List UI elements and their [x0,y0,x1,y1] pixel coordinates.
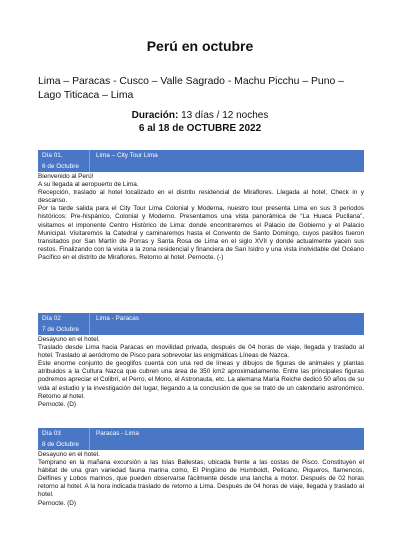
day-paragraph: Este enorme conjunto de geoglifos cuenta con una red de líneas y dibujos de figuras de animales y plantas atribuidos a la Cultura Nazca que cubren una área de 350 km2 aproximadamente. Entre las principales figuras podremos apreciar el Colibrí, el Perro, el Mono, el Astronauta, etc. La alemana María Reiche dedicó 50 años de su vida al estudio y la investigación del lugar, llegando a la conclusión de que se trató de un calendario astronómico. Retorno al hotel. [38,360,364,400]
day-paragraph: Desayuno en el hotel. [38,336,100,343]
day-block-3 [38,428,364,508]
day-date: 8 de Octubre [42,441,79,448]
day-paragraph: Pernocte. (D) [38,499,77,507]
duration-line [0,109,400,122]
duration-block [0,109,400,135]
day-paragraph: Pernocte. (D) [38,400,77,408]
day-paragraph: Traslado desde Lima hacia Paracas en movilidad privada, después de 04 horas de viaje, llegada y traslado al hotel. Traslado al aeródromo de Pisco para sobrevolar las enigmáticas Líneas de Nazca. [38,344,364,360]
duration-value: 13 días / 12 noches [181,110,269,121]
day-description [38,336,364,409]
day-cell [38,428,90,450]
day-number: Día 02 [42,315,61,322]
day-header [38,150,364,172]
page-title: Perú en octubre [146,38,254,54]
day-block-1 [38,150,364,262]
day-route: Paracas - Lima [96,430,139,437]
day-description [38,451,364,508]
day-header [38,313,364,335]
day-cell [38,313,90,335]
day-header [38,428,364,450]
day-date: 6 de Octubre [42,163,79,170]
day-paragraph: Por la tarde salida para el City Tour Lima Colonial y Moderna, nuestro tour presenta Lima en sus 3 periodos históricos: Pre-hispánico, Colonial y Moderno. Presentamos una vista panorámica de “La Huaca Pucllana”, visitamos el imponente Centro Histórico de Lima: donde encontraremos el Palacio de Gobierno y el Palacio Municipal. Visitaremos la Catedral y caminaremos hasta el Convento de Santo Domingo, cuyos pasillos fueron transitados por San Martín de Porras y Santa Rosa de Lima en el siglo XVII y donde actualmente yacen sus restos. Finalizando con la visita a la zona residencial y financiera de San Isidro y una vista inolvidable del Océano Pacífico en el distrito de Miraflores. Retorno al hotel. Pernocte. (-) [38,205,364,261]
day-paragraph: Recepción, traslado al hotel localizado en el distrito residencial de Miraflores. Llegada al hotel, Check in y descanso. [38,189,364,205]
day-cell [38,150,90,172]
day-block-2 [38,313,364,409]
day-number: Día 03 [42,430,61,437]
trip-dates: 6 al 18 de OCTUBRE 2022 [138,123,262,134]
day-paragraph: Bienvenido al Perú! [38,173,94,180]
day-date: 7 de Octubre [42,326,79,333]
day-route: Lima – City Tour Lima [96,152,158,159]
day-paragraph: A su llegada al aeropuerto de Lima. [38,181,139,189]
route-summary: Lima – Paracas - Cusco – Valle Sagrado - Machu Picchu – Puno – Lago Titicaca – Lima [38,76,344,101]
day-route: Lima - Paracas [96,315,139,322]
duration-label: Duración: [131,110,179,121]
day-paragraph: Desayuno en el hotel. [38,451,100,458]
day-paragraph: Temprano en la mañana excursión a las Islas Ballestas, ubicada frente a las costas de Pisco. Constituyen el hábitat de una gran variedad fauna marina como, El Pingüino de Humboldt, Pelícano, Piqueros, flamencos, Delfines y Lobos marinos, que pueden observarse fácilmente desde una lancha a motor. Después de 02 horas retorno al hotel. A la hora indicada traslado de retorno a Lima. Después de 04 horas de viaje, llegada y traslado al hotel. [38,459,364,499]
day-number: Día 01, [42,152,63,159]
day-description [38,173,364,262]
